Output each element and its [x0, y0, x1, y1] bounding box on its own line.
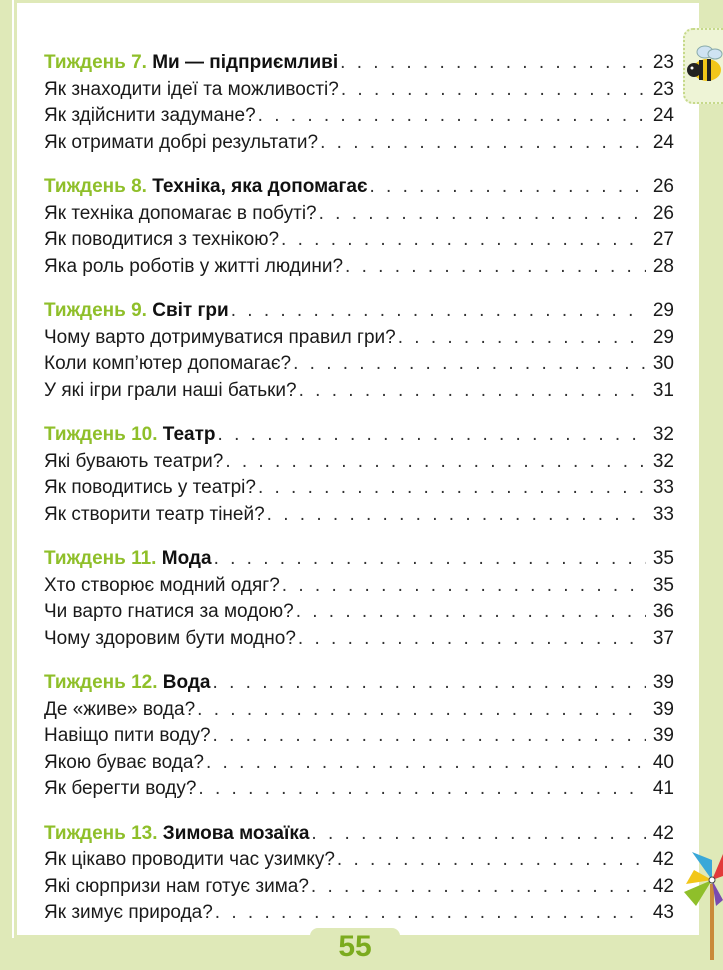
- week-label: Тиждень 11.: [44, 548, 157, 569]
- entry-title: Коли комп’ютер допомагає?: [44, 353, 292, 374]
- leader-dots: [218, 424, 646, 446]
- leader-dots: [299, 380, 646, 402]
- entry-title: Яка роль роботів у житті людини?: [44, 255, 344, 277]
- week-title: Зимова мозаїка: [162, 822, 310, 844]
- week-title: Світ гри: [152, 300, 229, 321]
- page-ref: 32: [652, 450, 674, 472]
- leader-dots: [320, 132, 646, 154]
- entry-title: Навіщо пити воду?: [44, 725, 211, 746]
- toc-entry[interactable]: [44, 229, 674, 256]
- page-ref: 39: [652, 672, 674, 693]
- page-ref: 24: [652, 105, 674, 126]
- page-ref: 26: [652, 176, 674, 197]
- entry-title: Якою буває вода?: [44, 751, 204, 773]
- week-label: Тиждень 13.: [44, 822, 158, 844]
- week-heading[interactable]: [44, 300, 674, 327]
- entry-title: Як техніка допомагає в побуті?: [44, 202, 317, 224]
- page-ref: 33: [652, 477, 674, 498]
- week-label: Тиждень 7.: [44, 52, 147, 73]
- bee-icon: [685, 30, 723, 102]
- toc-entry[interactable]: [44, 353, 674, 380]
- leader-dots: [282, 575, 646, 597]
- leader-dots: [231, 300, 646, 322]
- entry-title: Як поводитися з технікою?: [44, 229, 280, 250]
- week-title: Театр: [162, 424, 216, 445]
- leader-dots: [213, 672, 646, 694]
- leader-dots: [345, 256, 646, 278]
- bee-badge: [683, 28, 723, 104]
- page-ref: 35: [652, 548, 674, 569]
- leader-dots: [298, 628, 646, 650]
- toc-entry[interactable]: [44, 699, 674, 726]
- page-sheet: [12, 0, 702, 938]
- week-section: [44, 548, 674, 654]
- leader-dots: [281, 229, 646, 251]
- page-ref: 37: [652, 627, 674, 649]
- page-ref: 40: [652, 751, 674, 773]
- toc-entry[interactable]: [44, 601, 674, 628]
- leader-dots: [340, 52, 646, 74]
- leader-dots: [206, 752, 646, 774]
- entry-title: Хто створює модний одяг?: [44, 574, 280, 596]
- leader-dots: [311, 876, 646, 898]
- toc-entry[interactable]: [44, 79, 674, 106]
- page-ref: 24: [652, 131, 674, 153]
- leader-dots: [267, 504, 646, 526]
- entry-title: Як берегти воду?: [44, 778, 197, 799]
- week-title: Вода: [162, 672, 211, 693]
- toc-entry[interactable]: [44, 504, 674, 531]
- toc-entry[interactable]: [44, 256, 674, 283]
- week-section: [44, 176, 674, 282]
- page-ref: 28: [652, 255, 674, 277]
- page-ref: 41: [652, 778, 674, 799]
- week-section: [44, 300, 674, 406]
- leader-dots: [293, 353, 646, 375]
- toc-entry[interactable]: [44, 876, 674, 903]
- week-section: [44, 672, 674, 805]
- entry-title: Чи варто гнатися за модою?: [44, 601, 294, 622]
- entry-title: Як знаходити ідеї та можливості?: [44, 78, 339, 100]
- week-section: [44, 424, 674, 530]
- entry-title: Як здійснити задумане?: [44, 105, 256, 126]
- toc-entry[interactable]: [44, 477, 674, 504]
- page-ref: 43: [652, 902, 674, 923]
- week-title: Техніка, яка допомагає: [152, 176, 368, 197]
- leader-dots: [258, 477, 646, 499]
- entry-title: Як цікаво проводити час узимку?: [44, 849, 335, 870]
- week-title: Ми — підприємливі: [152, 52, 339, 73]
- entry-title: Як поводитись у театрі?: [44, 477, 256, 498]
- entry-title: Як створити театр тіней?: [44, 503, 265, 525]
- page-ref: 29: [652, 300, 674, 321]
- pinwheel-icon: [672, 840, 723, 960]
- page-ref: 23: [652, 52, 674, 73]
- entry-title: Чому здоровим бути модно?: [44, 627, 296, 649]
- toc-entry[interactable]: [44, 725, 674, 752]
- toc-entry[interactable]: [44, 203, 674, 230]
- page-number: 55: [310, 928, 400, 964]
- toc-entry[interactable]: [44, 380, 674, 407]
- entry-title: Які сюрпризи нам готує зима?: [44, 875, 309, 897]
- leader-dots: [258, 105, 646, 127]
- week-title: Мода: [161, 548, 212, 569]
- week-heading[interactable]: [44, 424, 674, 451]
- week-heading[interactable]: [44, 548, 674, 575]
- week-section: [44, 823, 674, 929]
- entry-title: Де «живе» вода?: [44, 698, 196, 720]
- page-ref: 27: [652, 229, 674, 250]
- leader-dots: [311, 823, 646, 845]
- page-ref: 39: [652, 698, 674, 720]
- leader-dots: [198, 778, 646, 800]
- week-label: Тиждень 8.: [44, 176, 147, 197]
- table-of-contents: [44, 52, 674, 947]
- week-heading[interactable]: [44, 176, 674, 203]
- toc-entry[interactable]: [44, 132, 674, 159]
- week-section: [44, 52, 674, 158]
- entry-title: Чому варто дотримуватися правил гри?: [44, 326, 396, 348]
- toc-entry[interactable]: [44, 752, 674, 779]
- week-heading[interactable]: [44, 823, 674, 850]
- page-ref: 31: [652, 379, 674, 401]
- leader-dots: [398, 327, 646, 349]
- pinwheel-decoration: [672, 840, 723, 960]
- page-ref: 33: [652, 503, 674, 525]
- leader-dots: [337, 849, 646, 871]
- week-label: Тиждень 10.: [44, 424, 158, 445]
- leader-dots: [197, 699, 646, 721]
- week-heading[interactable]: [44, 672, 674, 699]
- toc-entry[interactable]: [44, 778, 674, 805]
- toc-entry[interactable]: [44, 327, 674, 354]
- page-ref: 26: [652, 202, 674, 224]
- page-ref: 32: [652, 424, 674, 445]
- entry-title: Як зимує природа?: [44, 902, 213, 923]
- week-heading[interactable]: [44, 52, 674, 79]
- page-ref: 35: [652, 574, 674, 596]
- leader-dots: [296, 601, 646, 623]
- leader-dots: [215, 902, 646, 924]
- page-ref: 42: [652, 822, 674, 844]
- leader-dots: [214, 548, 646, 570]
- entry-title: У які ігри грали наші батьки?: [44, 379, 297, 401]
- leader-dots: [213, 725, 646, 747]
- week-label: Тиждень 12.: [44, 672, 158, 693]
- page-ref: 42: [652, 849, 674, 870]
- toc-entry[interactable]: [44, 575, 674, 602]
- page-ref: 23: [652, 78, 674, 100]
- page-ref: 42: [652, 875, 674, 897]
- leader-dots: [369, 176, 646, 198]
- toc-entry[interactable]: [44, 105, 674, 132]
- week-label: Тиждень 9.: [44, 300, 147, 321]
- toc-entry[interactable]: [44, 628, 674, 655]
- leader-dots: [341, 79, 646, 101]
- page-ref: 36: [652, 601, 674, 622]
- entry-title: Які бувають театри?: [44, 450, 224, 472]
- page-ref: 29: [652, 326, 674, 348]
- leader-dots: [319, 203, 646, 225]
- entry-title: Як отримати добрі результати?: [44, 131, 319, 153]
- page-ref: 30: [652, 353, 674, 374]
- toc-entry[interactable]: [44, 902, 674, 929]
- page-ref: 39: [652, 725, 674, 746]
- toc-entry[interactable]: [44, 451, 674, 478]
- toc-entry[interactable]: [44, 849, 674, 876]
- leader-dots: [225, 451, 646, 473]
